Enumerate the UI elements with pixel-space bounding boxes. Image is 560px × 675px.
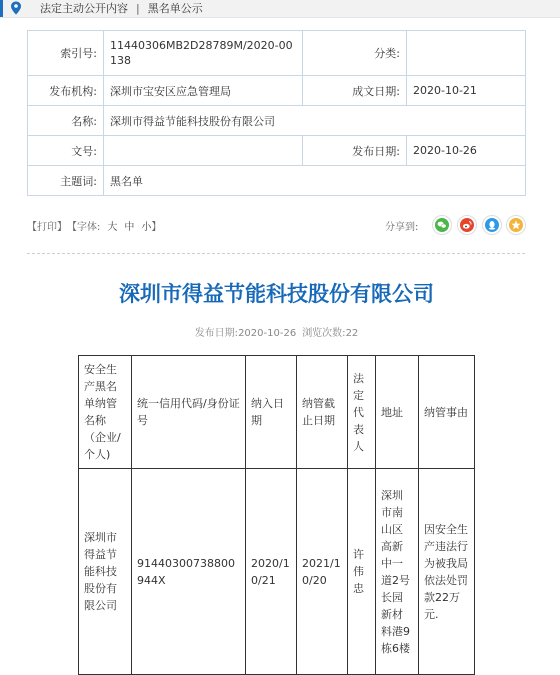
font-medium-button[interactable]: 中 <box>124 222 135 233</box>
share-label: 分享到: <box>385 222 419 233</box>
table-cell: 深圳市南山区高新中一道2号长园新材料港9栋6楼 <box>376 469 419 675</box>
qq-icon <box>485 218 499 232</box>
table-cell: 许伟忠 <box>348 469 376 675</box>
table-header: 统一信用代码/身份证号 <box>132 356 246 469</box>
table-row <box>79 469 475 675</box>
table-header: 地址 <box>376 356 419 469</box>
font-large-button[interactable]: 大 <box>107 222 118 233</box>
table-header: 纳管截止日期 <box>297 356 348 469</box>
wechat-share-button[interactable] <box>432 215 452 235</box>
created-date-value: 2020-10-21 <box>407 76 526 106</box>
table-cell: 深圳市得益节能科技股份有限公司 <box>79 469 132 675</box>
accent-stripe <box>0 0 3 17</box>
publish-date: 2020-10-26 <box>238 328 297 339</box>
qzone-icon <box>509 218 523 232</box>
category-value <box>407 31 526 76</box>
doc-number-label: 文号: <box>28 136 104 166</box>
breadcrumb-separator: | <box>136 2 140 15</box>
table-cell: 2020/10/21 <box>246 469 297 675</box>
wechat-icon <box>435 218 449 232</box>
view-count-label: 浏览次数: <box>302 328 346 339</box>
subject-value: 黑名单 <box>104 166 526 196</box>
font-size-close: 】 <box>151 222 162 233</box>
published-date-label: 发布日期: <box>303 136 407 166</box>
table-cell: 91440300738800944X <box>132 469 246 675</box>
table-header: 安全生产黑名单纳管名称（企业/个人) <box>79 356 132 469</box>
article-publish-info <box>0 324 553 339</box>
table-header-row <box>79 356 475 469</box>
breadcrumb-section-link[interactable]: 法定主动公开内容 <box>40 2 128 15</box>
breadcrumb-bar <box>0 0 560 18</box>
publisher-value: 深圳市宝安区应急管理局 <box>104 76 303 106</box>
view-count: 22 <box>345 328 359 339</box>
article-toolbar <box>27 218 161 233</box>
qq-share-button[interactable] <box>482 215 502 235</box>
index-value: 11440306MB2D28789M/2020-00138 <box>104 31 303 76</box>
table-header: 纳入日期 <box>246 356 297 469</box>
location-pin-icon <box>10 1 22 15</box>
name-value: 深圳市得益节能科技股份有限公司 <box>104 106 526 136</box>
weibo-share-button[interactable] <box>457 215 477 235</box>
document-meta-table <box>27 30 526 196</box>
subject-label: 主题词: <box>28 166 104 196</box>
font-small-button[interactable]: 小 <box>141 222 152 233</box>
weibo-icon <box>460 218 474 232</box>
table-header: 法定代表人 <box>348 356 376 469</box>
print-button[interactable]: 【打印】 <box>27 222 67 233</box>
category-label: 分类: <box>303 31 407 76</box>
blacklist-table <box>78 355 475 675</box>
breadcrumb-current[interactable]: 黑名单公示 <box>147 2 203 15</box>
table-header: 纳管事由 <box>419 356 475 469</box>
doc-number-value <box>104 136 303 166</box>
breadcrumb <box>40 0 203 17</box>
section-divider <box>27 253 525 254</box>
qzone-share-button[interactable] <box>506 215 526 235</box>
published-date-value: 2020-10-26 <box>407 136 526 166</box>
created-date-label: 成文日期: <box>303 76 407 106</box>
publish-date-label: 发布日期: <box>194 328 239 339</box>
font-size-label: 【字体: <box>72 222 101 233</box>
article-title: 深圳市得益节能科技股份有限公司 <box>119 282 434 306</box>
index-label: 索引号: <box>28 31 104 76</box>
table-cell: 2021/10/20 <box>297 469 348 675</box>
name-label: 名称: <box>28 106 104 136</box>
publisher-label: 发布机构: <box>28 76 104 106</box>
table-cell: 因安全生产违法行为被我局依法处罚款22万元. <box>419 469 475 675</box>
